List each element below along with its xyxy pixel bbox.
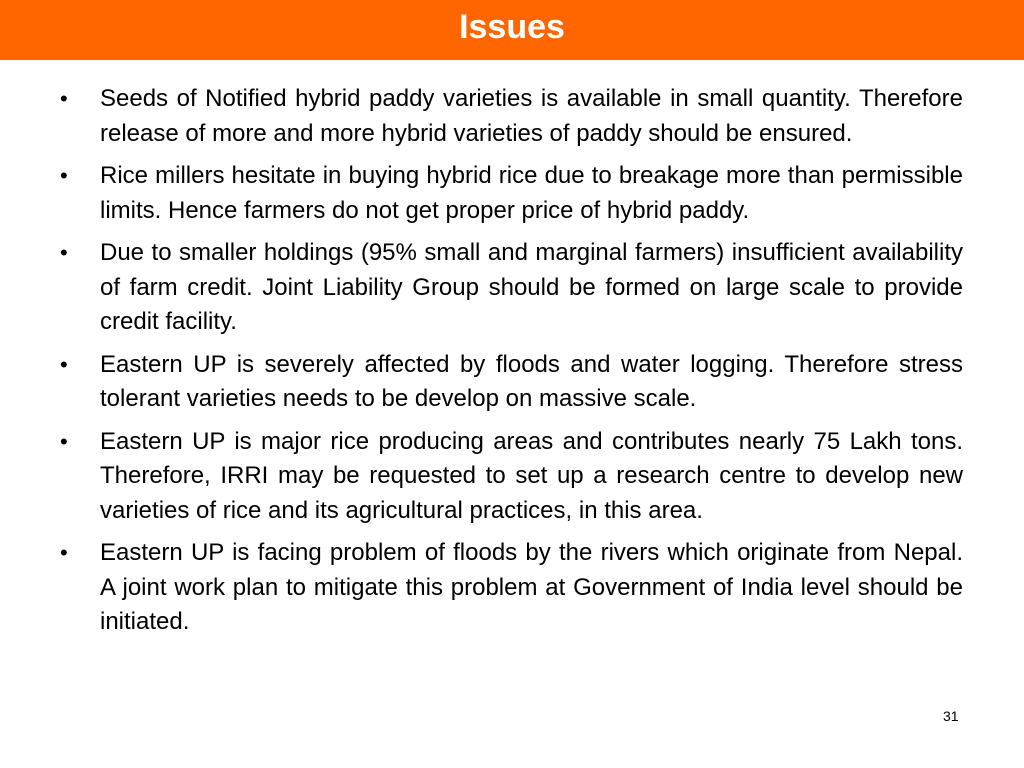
- bullet-item-nepal: [56, 536, 963, 640]
- title-bar: [0, 0, 1024, 60]
- bullet-text: Eastern UP is major rice producing areas and contributes nearly 75 Lakh tons. Therefore, IRRI may be requested to set up a research centre to develop new varieties of rice and its agricultural practices, in this area.: [100, 427, 963, 524]
- bullet-item-rice-millers: [56, 159, 963, 228]
- slide-number: 31: [943, 708, 959, 724]
- bullet-item-floods: [56, 348, 963, 417]
- slide-title: Issues: [459, 8, 565, 46]
- bullet-list: [56, 82, 963, 648]
- bullet-text: Eastern UP is severely affected by floods and water logging. Therefore stress tolerant varieties needs to be develop on massive scale.: [100, 350, 963, 412]
- bullet-item-irri: [56, 425, 963, 529]
- bullet-icon: •: [60, 540, 68, 565]
- bullet-item-seeds: [56, 82, 963, 151]
- bullet-icon: •: [60, 86, 68, 111]
- bullet-text: Eastern UP is facing problem of floods by the rivers which originate from Nepal. A joint work plan to mitigate this problem at Government of India level should be initiated.: [100, 539, 963, 635]
- bullet-icon: •: [60, 240, 68, 265]
- bullet-text: Due to smaller holdings (95% small and marginal farmers) insufficient availability of farm credit. Joint Liability Group should be formed on large scale to provide credit facility.: [100, 239, 963, 335]
- bullet-icon: •: [60, 428, 68, 454]
- bullet-text: Seeds of Notified hybrid paddy varieties is available in small quantity. Therefore release of more and more hybrid varieties of paddy should be ensured.: [100, 85, 963, 147]
- bullet-item-holdings: [56, 236, 963, 340]
- bullet-text: Rice millers hesitate in buying hybrid rice due to breakage more than permissible limits. Hence farmers do not get proper price of hybrid paddy.: [100, 162, 963, 224]
- bullet-icon: •: [60, 163, 68, 188]
- bullet-icon: •: [60, 351, 68, 377]
